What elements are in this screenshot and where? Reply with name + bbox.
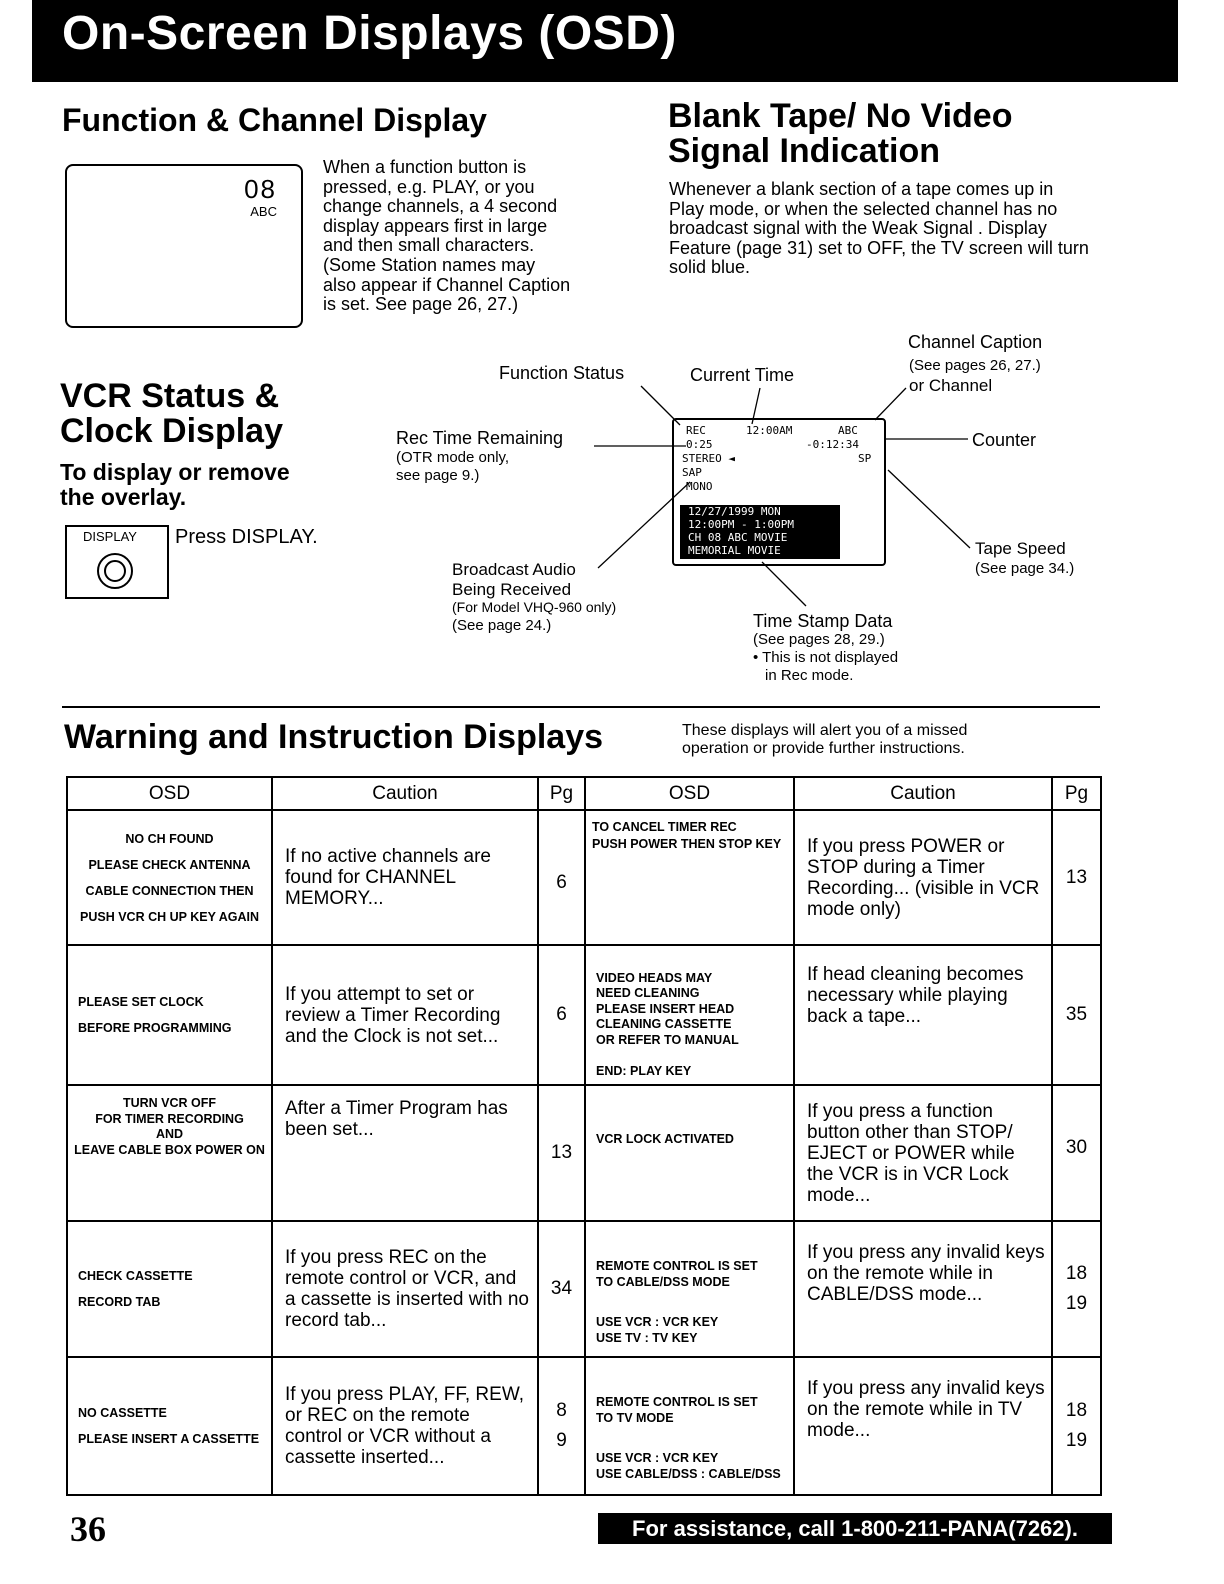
osd-line: CHECK CASSETTE	[78, 1269, 193, 1283]
osd-line: TO CANCEL TIMER REC	[592, 820, 737, 834]
left-pg-cell: 8 9	[538, 1357, 585, 1495]
leader-time-stamp	[762, 562, 806, 606]
label-broadcast-line2: Being Received	[452, 580, 572, 599]
osd-line: USE TV : TV KEY	[596, 1331, 698, 1345]
screen-time: 12:00AM	[746, 424, 793, 437]
stamp-line: MEMORIAL MOVIE	[688, 544, 781, 557]
page-number: 36	[70, 1509, 106, 1549]
label-counter: Counter	[972, 430, 1037, 450]
left-osd-cell	[67, 1221, 272, 1357]
osd-line: NO CASSETTE	[78, 1406, 167, 1420]
table-row	[67, 1085, 1101, 1221]
screen-rec: REC	[686, 424, 706, 437]
screen-mono: MONO	[686, 480, 713, 493]
table-header-row	[67, 777, 1101, 810]
osd-line: PLEASE INSERT HEAD	[596, 1001, 735, 1016]
label-tape-speed-see: (See page 34.)	[975, 560, 1075, 577]
col-header: Pg	[538, 777, 585, 810]
table-row	[67, 1221, 1101, 1357]
screen-speed: SP	[858, 452, 872, 465]
label-channel-caption: Channel Caption	[908, 332, 1043, 352]
osd-line: USE CABLE/DSS : CABLE/DSS	[596, 1467, 781, 1481]
osd-spacer	[596, 1048, 787, 1064]
osd-line: BEFORE PROGRAMMING	[78, 1021, 232, 1035]
warning-note	[682, 722, 967, 758]
col-header: OSD	[585, 777, 794, 810]
label-time-stamp-note2: in Rec mode.	[765, 667, 854, 684]
label-rec-time: Rec Time Remaining	[396, 428, 564, 448]
warning-note-line2: operation or provide further instructions.	[682, 740, 965, 757]
right-osd-cell	[585, 1085, 794, 1221]
left-caution-cell: If no active channels are found for CHANNEL MEMORY...	[272, 810, 538, 945]
label-rec-time-otr: (OTR mode only,	[396, 449, 510, 466]
osd-line: TURN VCR OFF	[122, 1096, 217, 1110]
label-time-stamp-see: (See pages 28, 29.)	[753, 631, 885, 648]
label-function-status: Function Status	[499, 363, 625, 383]
label-tape-speed: Tape Speed	[975, 539, 1066, 558]
label-broadcast-model: (For Model VHQ-960 only)	[452, 599, 617, 615]
warning-table	[66, 776, 1102, 1496]
left-caution-cell: If you attempt to set or review a Timer Recording and the Clock is not set...	[272, 945, 538, 1085]
left-osd-cell	[67, 810, 272, 945]
vcr-status-sub-line2: the overlay.	[60, 484, 187, 510]
left-osd-cell	[67, 945, 272, 1085]
osd-spacer	[596, 1290, 787, 1314]
warning-note-line1: These displays will alert you of a missed	[682, 722, 968, 739]
blank-tape-heading-line2: Signal Indication	[668, 132, 941, 170]
right-pg-cell: 18 19	[1052, 1221, 1101, 1357]
osd-spacer	[596, 1426, 787, 1450]
label-channel-caption-or: or Channel	[909, 376, 993, 395]
right-osd-cell	[585, 1221, 794, 1357]
table-row	[67, 810, 1101, 945]
vcr-status-heading-line1: VCR Status &	[60, 377, 280, 415]
right-caution-cell: If you press POWER or STOP during a Timer Recording... (visible in VCR mode only)	[794, 810, 1052, 945]
osd-line: OR REFER TO MANUAL	[596, 1032, 739, 1047]
screen-sap: SAP	[682, 466, 702, 479]
page-title: On-Screen Displays (OSD)	[62, 7, 677, 60]
osd-line: TO CABLE/DSS MODE	[596, 1275, 730, 1289]
osd-line: AND	[155, 1127, 184, 1141]
press-display-instruction: Press DISPLAY.	[175, 526, 318, 548]
screen-station-name: ABC	[250, 204, 277, 219]
osd-line: PUSH VCR CH UP KEY AGAIN	[80, 909, 259, 924]
section-divider	[62, 706, 1100, 708]
blank-tape-description: Whenever a blank section of a tape comes up in Play mode, or when the selected channel has no broadcast signal with the Weak Signal . Display Feature (page 31) set to OFF, the TV screen will turn solid blue.	[669, 179, 1089, 278]
screen-stereo: STEREO ◄	[682, 452, 735, 465]
display-button-label: DISPLAY	[83, 529, 137, 544]
left-caution-cell: After a Timer Program has been set...	[272, 1085, 538, 1221]
screen-rec-remaining: 0:25	[686, 438, 713, 451]
right-pg-cell: 18 19	[1052, 1357, 1101, 1495]
col-header: Caution	[794, 777, 1052, 810]
left-caution-cell: If you press REC on the remote control or VCR, and a cassette is inserted with no record tab...	[272, 1221, 538, 1357]
col-header: OSD	[67, 777, 272, 810]
vcr-status-heading-line2: Clock Display	[60, 412, 283, 450]
stamp-line: CH 08 ABC MOVIE	[688, 531, 788, 544]
leader-channel-caption	[875, 388, 906, 420]
blank-tape-heading-line1: Blank Tape/ No Video	[668, 97, 1013, 135]
osd-line: END: PLAY KEY	[596, 1064, 692, 1078]
osd-line: NO CH FOUND	[125, 831, 214, 846]
right-osd-cell	[585, 810, 794, 945]
label-current-time: Current Time	[690, 365, 795, 385]
label-channel-caption-see: (See pages 26, 27.)	[909, 357, 1041, 374]
osd-line: TO TV MODE	[596, 1411, 674, 1425]
right-pg-cell: 13	[1052, 810, 1101, 945]
stamp-line: 12:00PM - 1:00PM	[688, 518, 794, 531]
left-pg-cell: 13	[538, 1085, 585, 1221]
osd-line: RECORD TAB	[78, 1295, 161, 1309]
right-osd-cell	[585, 1357, 794, 1495]
left-osd-cell	[67, 1357, 272, 1495]
osd-line: VIDEO HEADS MAY	[596, 970, 713, 985]
right-caution-cell: If head cleaning becomes necessary while playing back a tape...	[794, 945, 1052, 1085]
osd-line: VCR LOCK ACTIVATED	[596, 1131, 734, 1146]
warning-heading: Warning and Instruction Displays	[64, 718, 604, 756]
left-pg-cell: 6	[538, 945, 585, 1085]
table-row	[67, 945, 1101, 1085]
osd-line: USE VCR : VCR KEY	[596, 1451, 719, 1465]
osd-line: NEED CLEANING	[596, 986, 700, 1000]
right-osd-cell	[585, 945, 794, 1085]
osd-line: PLEASE SET CLOCK	[78, 995, 204, 1009]
osd-line: PLEASE CHECK ANTENNA	[88, 857, 251, 872]
vcr-status-screen	[672, 418, 886, 566]
osd-line: USE VCR : VCR KEY	[596, 1315, 719, 1329]
osd-line: REMOTE CONTROL IS SET	[596, 1395, 758, 1409]
function-channel-heading: Function & Channel Display	[62, 102, 487, 138]
right-pg-cell: 30	[1052, 1085, 1101, 1221]
label-broadcast-line1: Broadcast Audio	[452, 560, 576, 579]
table-row	[67, 1357, 1101, 1495]
leader-tape-speed	[888, 470, 970, 548]
osd-line: PUSH POWER THEN STOP KEY	[592, 837, 782, 851]
right-caution-cell: If you press any invalid keys on the remote while in TV mode...	[794, 1357, 1052, 1495]
osd-line: REMOTE CONTROL IS SET	[596, 1259, 758, 1273]
col-header: Caution	[272, 777, 538, 810]
left-pg-cell: 6	[538, 810, 585, 945]
screen-station: ABC	[838, 424, 858, 437]
osd-line: FOR TIMER RECORDING	[95, 1111, 244, 1126]
label-time-stamp-note1: • This is not displayed	[753, 649, 899, 666]
left-osd-cell	[67, 1085, 272, 1221]
osd-line: LEAVE CABLE BOX POWER ON	[74, 1142, 265, 1157]
left-caution-cell: If you press PLAY, FF, REW, or REC on the remote control or VCR without a cassette inserted...	[272, 1357, 538, 1495]
osd-line: PLEASE INSERT A CASSETTE	[78, 1432, 260, 1446]
assistance-banner: For assistance, call 1-800-211-PANA(7262).	[598, 1513, 1112, 1544]
osd-line: CABLE CONNECTION THEN	[85, 883, 254, 898]
screen-channel-number: 08	[244, 174, 277, 204]
label-broadcast-see: (See page 24.)	[452, 617, 552, 634]
function-channel-description: When a function button is pressed, e.g. PLAY, or you change channels, a 4 second display appears first in large and then small characters. (Some Station names may also appear if Channel Caption is set. See page 26, 27.)	[323, 157, 571, 315]
left-pg-cell: 34	[538, 1221, 585, 1357]
osd-line: CLEANING CASSETTE	[596, 1017, 732, 1031]
stamp-line: 12/27/1999 MON	[688, 505, 781, 518]
right-caution-cell: If you press a function button other than STOP/ EJECT or POWER while the VCR is in VCR Lock mode...	[794, 1085, 1052, 1221]
label-time-stamp: Time Stamp Data	[753, 611, 893, 631]
label-rec-time-see: see page 9.)	[396, 467, 480, 484]
screen-counter: -0:12:34	[806, 438, 859, 451]
right-pg-cell: 35	[1052, 945, 1101, 1085]
right-caution-cell: If you press any invalid keys on the remote while in CABLE/DSS mode...	[794, 1221, 1052, 1357]
time-stamp-overlay	[680, 505, 840, 559]
diagram-leader-lines	[0, 0, 1224, 720]
col-header: Pg	[1052, 777, 1101, 810]
vcr-status-sub-line1: To display or remove	[60, 459, 290, 485]
